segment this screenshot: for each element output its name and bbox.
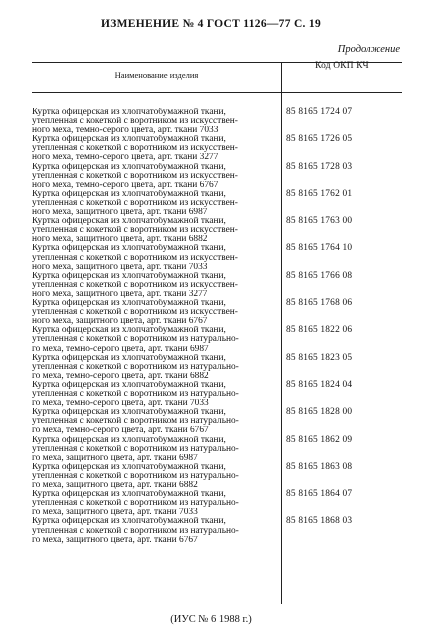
item-name (32, 190, 278, 217)
item-name (32, 517, 278, 544)
item-name-line: ного меха, защитного цвета, арт. ткани 6987 (32, 208, 208, 218)
item-name-line: утепленная с кокеткой с воротником из натурально- (32, 390, 239, 400)
item-name-line: утепленная с кокеткой с воротником из искусствен- (32, 280, 238, 290)
item-name-line: утепленная с кокеткой с воротником из искусствен- (32, 253, 238, 263)
item-name-line: Куртка офицерская из хлопчатобумажной ткани, (32, 326, 226, 336)
item-name-line: утепленная с кокеткой с воротником из искусствен- (32, 198, 238, 208)
item-name-line: го меха, защитного цвета, арт. ткани 6882 (32, 481, 198, 491)
item-name-line: ного меха, темно-серого цвета, арт. ткани 3277 (32, 153, 219, 163)
table-row (32, 244, 402, 271)
item-code: 85 8165 1726 05 (286, 134, 353, 145)
item-name-line: Куртка офицерская из хлопчатобумажной ткани, (32, 299, 226, 309)
item-code: 85 8165 1862 09 (286, 434, 353, 445)
table-row (32, 135, 402, 162)
table-row (32, 326, 402, 353)
item-name-line: утепленная с кокеткой с воротником из натурально- (32, 471, 239, 481)
item-name-line: го меха, темно-серого цвета, арт. ткани 7033 (32, 399, 209, 409)
item-code: 85 8165 1766 08 (286, 270, 353, 281)
item-code: 85 8165 1728 03 (286, 161, 353, 172)
table-row (32, 408, 402, 435)
product-code-table (32, 62, 402, 604)
item-name-line: Куртка офицерская из хлопчатобумажной ткани, (32, 244, 226, 254)
item-name (32, 490, 278, 517)
item-name (32, 244, 278, 271)
item-name-line: утепленная с кокеткой с воротником из натурально- (32, 526, 239, 536)
item-name-line: Куртка офицерская из хлопчатобумажной ткани, (32, 189, 226, 199)
item-name (32, 408, 278, 435)
item-name (32, 108, 278, 135)
item-name (32, 463, 278, 490)
item-name-line: утепленная с кокеткой с воротником из натурально- (32, 417, 239, 427)
item-name-line: утепленная с кокеткой с воротником из искусствен- (32, 144, 238, 154)
table-header-rule (32, 92, 402, 93)
item-name-line: Куртка офицерская из хлопчатобумажной ткани, (32, 380, 226, 390)
item-name (32, 326, 278, 353)
item-name-line: Куртка офицерская из хлопчатобумажной ткани, (32, 517, 226, 527)
table-row (32, 272, 402, 299)
item-code: 85 8165 1823 05 (286, 352, 353, 363)
column-header-name: Наименование изделия (114, 70, 199, 80)
item-name-line: утепленная с кокеткой с воротником из искусствен- (32, 171, 238, 181)
item-name-line: го меха, защитного цвета, арт. ткани 6767 (32, 535, 198, 545)
table-row (32, 163, 402, 190)
item-name-line: Куртка офицерская из хлопчатобумажной ткани, (32, 135, 226, 145)
table-row (32, 190, 402, 217)
table-row (32, 217, 402, 244)
item-name-line: го меха, темно-серого цвета, арт. ткани 6882 (32, 371, 209, 381)
item-code: 85 8165 1768 06 (286, 298, 353, 309)
item-code: 85 8165 1863 08 (286, 461, 353, 472)
item-name-line: утепленная с кокеткой с воротником из искусствен- (32, 117, 238, 127)
item-name-line: ного меха, защитного цвета, арт. ткани 6767 (32, 317, 208, 327)
table-row (32, 381, 402, 408)
table-row (32, 517, 402, 544)
page-header: ИЗМЕНЕНИЕ № 4 ГОСТ 1126—77 С. 19 (100, 18, 321, 30)
item-code: 85 8165 1724 07 (286, 107, 353, 117)
table-row (32, 463, 402, 490)
item-name-line: утепленная с кокеткой с воротником из искусствен- (32, 226, 238, 236)
item-name-line: Куртка офицерская из хлопчатобумажной ткани, (32, 271, 226, 281)
item-name (32, 163, 278, 190)
item-name-line: Куртка офицерская из хлопчатобумажной ткани, (32, 435, 226, 445)
item-name-line: ного меха, темно-серого цвета, арт. ткани 6767 (32, 180, 219, 190)
item-code: 85 8165 1868 03 (286, 516, 353, 527)
item-name (32, 354, 278, 381)
item-name-line: Куртка офицерская из хлопчатобумажной ткани, (32, 162, 226, 172)
table-row (32, 108, 402, 135)
item-name-line: Куртка офицерская из хлопчатобумажной ткани, (32, 462, 226, 472)
item-name (32, 436, 278, 463)
item-name-line: утепленная с кокеткой с воротником из натурально- (32, 444, 239, 454)
column-header-code: Код ОКП КЧ (315, 61, 369, 71)
table-row (32, 436, 402, 463)
item-name-line: го меха, темно-серого цвета, арт. ткани 6987 (32, 344, 209, 354)
item-name-line: утепленная с кокеткой с воротником из искусствен- (32, 308, 238, 318)
item-name-line: го меха, темно-серого цвета, арт. ткани 6767 (32, 426, 209, 436)
item-name (32, 135, 278, 162)
item-name-line: утепленная с кокеткой с воротником из натурально- (32, 335, 239, 345)
item-name-line: ного меха, защитного цвета, арт. ткани 6882 (32, 235, 208, 245)
item-code: 85 8165 1822 06 (286, 325, 353, 336)
item-name (32, 299, 278, 326)
item-name-line: Куртка офицерская из хлопчатобумажной ткани, (32, 108, 226, 117)
item-name-line: ного меха, защитного цвета, арт. ткани 7033 (32, 262, 208, 272)
item-name (32, 217, 278, 244)
item-code: 85 8165 1764 10 (286, 243, 353, 254)
item-code: 85 8165 1763 00 (286, 216, 353, 227)
item-name-line: Куртка офицерская из хлопчатобумажной ткани, (32, 217, 226, 227)
item-name-line: Куртка офицерская из хлопчатобумажной ткани, (32, 353, 226, 363)
item-name (32, 272, 278, 299)
table-row (32, 299, 402, 326)
item-code: 85 8165 1864 07 (286, 489, 353, 500)
table-row (32, 490, 402, 517)
table-body (32, 108, 402, 545)
item-name (32, 381, 278, 408)
item-name-line: утепленная с кокеткой с воротником из натурально- (32, 362, 239, 372)
item-name-line: ного меха, темно-серого цвета, арт. ткани 7033 (32, 126, 219, 136)
item-code: 85 8165 1824 04 (286, 379, 353, 390)
item-name-line: го меха, защитного цвета, арт. ткани 7033 (32, 508, 198, 518)
item-name-line: го меха, защитного цвета, арт. ткани 6987 (32, 453, 198, 463)
item-code: 85 8165 1762 01 (286, 188, 353, 199)
table-row (32, 354, 402, 381)
item-name-line: Куртка офицерская из хлопчатобумажной ткани, (32, 408, 226, 418)
footer-note: (ИУС № 6 1988 г.) (170, 614, 252, 625)
continued-label: Продолжение (337, 44, 400, 55)
item-code: 85 8165 1828 00 (286, 407, 353, 418)
item-name-line: ного меха, защитного цвета, арт. ткани 3277 (32, 289, 208, 299)
item-name-line: Куртка офицерская из хлопчатобумажной ткани, (32, 490, 226, 500)
item-name-line: утепленная с кокеткой с воротником из натурально- (32, 499, 239, 509)
